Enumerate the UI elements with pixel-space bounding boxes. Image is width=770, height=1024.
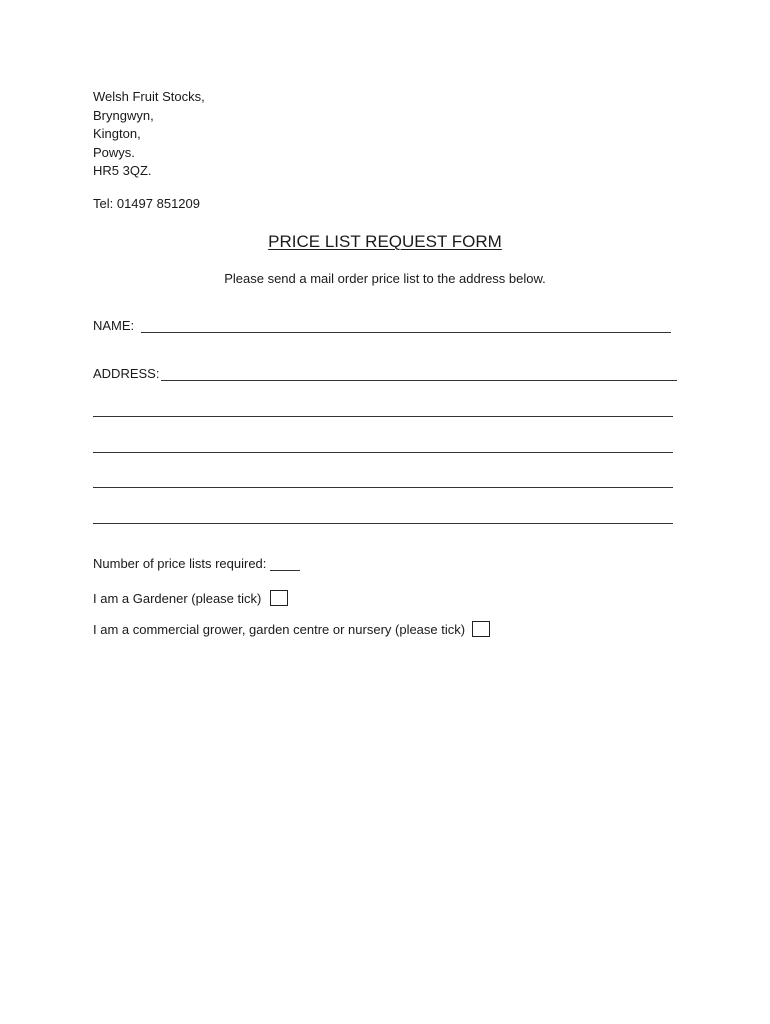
- address-row: [93, 366, 677, 381]
- address-field-line-4[interactable]: [93, 487, 673, 488]
- address-line-4: Powys.: [93, 144, 135, 160]
- address-field-line-5[interactable]: [93, 523, 673, 524]
- gardener-row: [93, 590, 288, 606]
- address-line-2: Bryngwyn,: [93, 107, 154, 123]
- name-label: NAME:: [93, 318, 135, 333]
- address-label: ADDRESS:: [93, 366, 160, 381]
- commercial-label: I am a commercial grower, garden centre or nursery (please tick): [93, 621, 466, 637]
- address-field-line-2[interactable]: [93, 416, 673, 417]
- telephone: Tel: 01497 851209: [93, 196, 200, 211]
- form-title: PRICE LIST REQUEST FORM: [268, 232, 502, 251]
- sender-address: [93, 88, 205, 181]
- name-field[interactable]: [141, 318, 671, 333]
- address-field-line-3[interactable]: [93, 452, 673, 453]
- form-intro: Please send a mail order price list to the address below.: [224, 271, 546, 286]
- address-field-line-1[interactable]: [161, 366, 677, 381]
- commercial-checkbox[interactable]: [472, 621, 490, 637]
- name-row: [93, 318, 671, 333]
- price-list-count-label: Number of price lists required:: [93, 556, 267, 571]
- address-line-1: Welsh Fruit Stocks,: [93, 89, 205, 104]
- gardener-checkbox[interactable]: [270, 590, 288, 606]
- price-list-count-field[interactable]: [270, 556, 300, 571]
- gardener-label: I am a Gardener (please tick): [93, 590, 262, 606]
- form-title-wrap: [0, 232, 770, 252]
- address-line-5: HR5 3QZ.: [93, 163, 152, 178]
- address-line-3: Kington,: [93, 126, 141, 141]
- commercial-row: [93, 621, 490, 637]
- price-list-count-row: [93, 556, 300, 571]
